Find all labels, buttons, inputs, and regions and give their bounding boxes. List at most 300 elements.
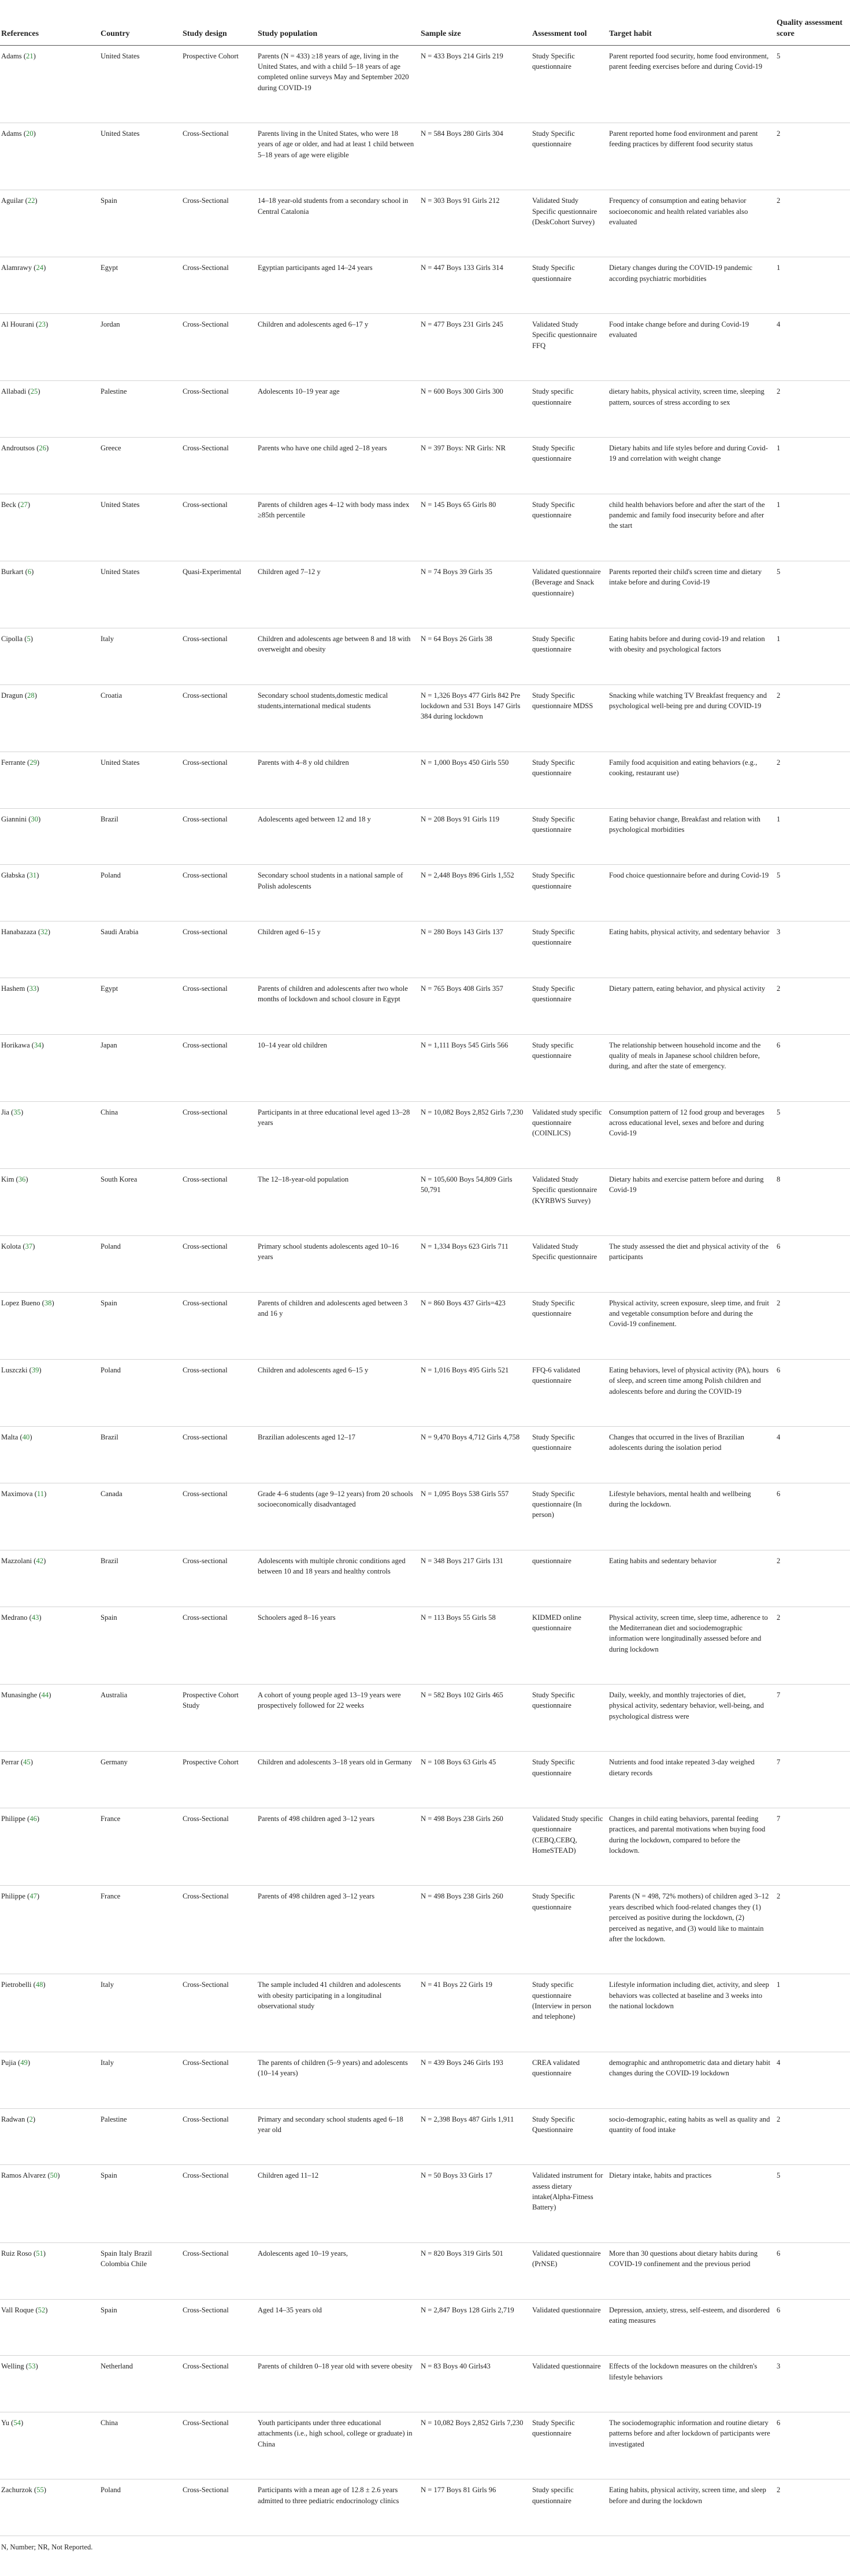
table-row [0,1550,850,1607]
citation-link[interactable]: 32 [40,928,48,936]
assessment-tool-cell: Study Specific Questionnaire [531,2108,608,2165]
table-header [0,0,850,45]
table-row [0,2052,850,2108]
citation-link[interactable]: 30 [31,815,39,823]
citation-link[interactable]: 29 [29,758,37,767]
citation-link[interactable]: 24 [36,264,44,272]
target-habit-cell: Food choice questionnaire before and during Covid-19 [608,865,775,921]
target-habit-cell: Changes that occurred in the lives of Brazilian adolescents during the isolation period [608,1426,775,1483]
assessment-tool-cell: Study Specific questionnaire MDSS [531,684,608,752]
table-row [0,381,850,438]
reference-cell: Adams (21) [0,45,99,123]
study-population-cell: Adolescents aged between 12 and 18 y [257,808,420,865]
study-population-cell: Secondary school students in a national sample of Polish adolescents [257,865,420,921]
study-population-cell: The parents of children (5–9 years) and adolescents (10–14 years) [257,2052,420,2108]
assessment-tool-cell: Study Specific questionnaire [531,978,608,1034]
table-row [0,978,850,1034]
sample-size-cell: N = 145 Boys 65 Girls 80 [420,494,531,561]
study-design-cell: Cross-sectional [181,752,257,808]
table-row [0,494,850,561]
reference-cell: Alamrawy (24) [0,257,99,314]
sample-size-cell: N = 105,600 Boys 54,809 Girls 50,791 [420,1168,531,1235]
assessment-tool-cell: Study specific questionnaire [531,1034,608,1101]
target-habit-cell: Physical activity, screen exposure, sleep time, and fruit and vegetable consumption before and during the Covid-19 confinement. [608,1292,775,1359]
sample-size-cell: N = 10,082 Boys 2,852 Girls 7,230 [420,2412,531,2479]
assessment-tool-cell: Study Specific questionnaire [531,494,608,561]
citation-link[interactable]: 43 [31,1613,39,1622]
quality-score-cell: 5 [775,2165,850,2243]
target-habit-cell: Parent reported home food environment and parent feeding practices by different food security status [608,123,775,190]
study-design-cell: Cross-Sectional [181,123,257,190]
quality-score-cell: 1 [775,808,850,865]
country-cell: Palestine [99,2108,181,2165]
citation-link[interactable]: 28 [27,691,35,699]
country-cell: China [99,2412,181,2479]
study-population-cell: Parents of children ages 4–12 with body mass index ≥85th percentile [257,494,420,561]
target-habit-cell: Food intake change before and during Covid-19 evaluated [608,314,775,381]
sample-size-cell: N = 113 Boys 55 Girls 58 [420,1607,531,1685]
reference-cell: Lopez Bueno (38) [0,1292,99,1359]
author-name: Al Hourani [1,320,35,328]
citation-link[interactable]: 53 [28,2362,36,2371]
country-cell: Saudi Arabia [99,921,181,978]
reference-cell: Maximova (11) [0,1483,99,1550]
target-habit-cell: The relationship between household income and the quality of meals in Japanese school children before, during, and after the state of emergency. [608,1034,775,1101]
author-name: Maximova [1,1489,33,1498]
study-population-cell: Children and adolescents age between 8 and 18 with overweight and obesity [257,628,420,684]
reference-cell: Perrar (45) [0,1752,99,1808]
study-population-cell: Primary and secondary school students aged 6–18 year old [257,2108,420,2165]
citation-link[interactable]: 55 [36,2486,44,2494]
assessment-tool-cell: Study Specific questionnaire [531,257,608,314]
table-row [0,314,850,381]
study-design-cell: Cross-Sectional [181,190,257,257]
quality-score-cell: 3 [775,921,850,978]
quality-score-cell: 3 [775,2356,850,2412]
assessment-tool-cell: Study Specific questionnaire [531,921,608,978]
study-population-cell: Children aged 6–15 y [257,921,420,978]
country-cell: France [99,1808,181,1886]
sample-size-cell: N = 208 Boys 91 Girls 119 [420,808,531,865]
study-design-cell: Cross-Sectional [181,2108,257,2165]
target-habit-cell: Dietary habits and life styles before and during Covid-19 and correlation with weight change [608,437,775,494]
assessment-tool-cell: Validated Study Specific questionnaire (KYRBWS Survey) [531,1168,608,1235]
country-cell: Jordan [99,314,181,381]
table-row [0,1974,850,2052]
sample-size-cell: N = 41 Boys 22 Girls 19 [420,1974,531,2052]
author-name: Alamrawy [1,264,32,272]
citation-link[interactable]: 48 [35,1981,43,1989]
table-row [0,561,850,628]
quality-score-cell: 5 [775,865,850,921]
study-design-cell: Cross-Sectional [181,2242,257,2299]
study-design-cell: Cross-sectional [181,1101,257,1168]
table-row [0,1886,850,1974]
sample-size-cell: N = 765 Boys 408 Girls 357 [420,978,531,1034]
citation-link[interactable]: 52 [38,2305,46,2314]
assessment-tool-cell: Validated questionnaire (PrNSE) [531,2242,608,2299]
author-name: Giannini [1,815,27,823]
study-design-cell: Cross-sectional [181,1607,257,1685]
sample-size-cell: N = 1,095 Boys 538 Girls 557 [420,1483,531,1550]
author-name: Vall Roque [1,2305,34,2314]
study-design-cell: Cross-sectional [181,1292,257,1359]
sample-size-cell: N = 582 Boys 102 Girls 465 [420,1685,531,1752]
country-cell: Netherland [99,2356,181,2412]
study-population-cell: Aged 14–35 years old [257,2299,420,2356]
table-body [0,45,850,2536]
study-population-cell: Parents with 4–8 y old children [257,752,420,808]
study-population-cell: 14–18 year-old students from a secondary school in Central Catalonia [257,190,420,257]
assessment-tool-cell: Validated Study Specific questionnaire (DeskCohort Survey) [531,190,608,257]
quality-score-cell: 2 [775,2479,850,2536]
sample-size-cell: N = 303 Boys 91 Girls 212 [420,190,531,257]
reference-cell: Yu (54) [0,2412,99,2479]
sample-size-cell: N = 64 Boys 26 Girls 38 [420,628,531,684]
country-cell: Brazil [99,1550,181,1607]
header-country: Country [99,0,181,45]
author-name: Horikawa [1,1041,30,1049]
reference-cell: Philippe (47) [0,1886,99,1974]
target-habit-cell: demographic and anthropometric data and dietary habit changes during the COVID-19 lockdown [608,2052,775,2108]
study-design-cell: Cross-sectional [181,1034,257,1101]
study-design-cell: Cross-Sectional [181,2356,257,2412]
author-name: Androutsos [1,443,35,452]
target-habit-cell: The sociodemographic information and routine dietary patterns before and after lockdown of participants were investigated [608,2412,775,2479]
quality-score-cell: 6 [775,1359,850,1426]
study-design-cell: Cross-Sectional [181,1886,257,1974]
assessment-tool-cell: Validated questionnaire [531,2299,608,2356]
reference-cell: Jia (35) [0,1101,99,1168]
country-cell: Palestine [99,381,181,438]
reference-cell: Ferrante (29) [0,752,99,808]
target-habit-cell: Eating behaviors, level of physical activity (PA), hours of sleep, and screen time among Polish children and adolescents before and during the COVID-19 [608,1359,775,1426]
quality-score-cell: 6 [775,1034,850,1101]
author-name: Medrano [1,1613,28,1622]
reference-cell: Zachurzok (55) [0,2479,99,2536]
assessment-tool-cell: Validated questionnaire [531,2356,608,2412]
assessment-tool-cell: Study Specific questionnaire [531,2412,608,2479]
study-population-cell: Children and adolescents aged 6–17 y [257,314,420,381]
target-habit-cell: Changes in child eating behaviors, parental feeding practices, and parental motivations when buying food during the lockdown, compared to before the lockdown. [608,1808,775,1886]
citation-link[interactable]: 22 [27,197,35,205]
citation-link[interactable]: 27 [20,500,28,509]
assessment-tool-cell: Validated Study specific questionnaire (CEBQ,CEBQ, HomeSTEAD) [531,1808,608,1886]
table-row [0,1808,850,1886]
quality-score-cell: 2 [775,978,850,1034]
study-population-cell: Children aged 7–12 y [257,561,420,628]
header-row [0,0,850,45]
quality-score-cell: 2 [775,2108,850,2165]
sample-size-cell: N = 2,398 Boys 487 Girls 1,911 [420,2108,531,2165]
author-name: Malta [1,1433,18,1441]
study-population-cell: Adolescents aged 10–19 years, [257,2242,420,2299]
target-habit-cell: Parents (N = 498, 72% mothers) of children aged 3–12 years described which food-related changes they (1) perceived as positive during the lockdown, (2) perceived as negative, and (3) would like to maintain after the lockdown. [608,1886,775,1974]
citation-link[interactable]: 26 [39,443,47,452]
quality-score-cell: 1 [775,437,850,494]
table-row [0,1607,850,1685]
assessment-tool-cell: FFQ-6 validated questionnaire [531,1359,608,1426]
study-design-cell: Cross-Sectional [181,1974,257,2052]
citation-link[interactable]: 47 [29,1892,37,1901]
target-habit-cell: dietary habits, physical activity, screen time, sleeping pattern, sources of stress according to sex [608,381,775,438]
table-row [0,190,850,257]
study-design-cell: Cross-Sectional [181,2299,257,2356]
study-population-cell: Adolescents 10–19 year age [257,381,420,438]
author-name: Adams [1,51,22,60]
study-population-cell: Parents (N = 433) ≥18 years of age, living in the United States, and with a child 5–18 years of age completed online surveys May and September 2020 during COVID-19 [257,45,420,123]
target-habit-cell: Consumption pattern of 12 food group and beverages across educational level, sexes and before and during Covid-19 [608,1101,775,1168]
assessment-tool-cell: Validated instrument for assess dietary intake(Alpha-Fitness Battery) [531,2165,608,2243]
citation-link[interactable]: 39 [31,1365,39,1374]
sample-size-cell: N = 498 Boys 238 Girls 260 [420,1808,531,1886]
target-habit-cell: Effects of the lockdown measures on the children's lifestyle behaviors [608,2356,775,2412]
target-habit-cell: Parent reported food security, home food environment, parent feeding exercises before and during Covid-19 [608,45,775,123]
quality-score-cell: 1 [775,1974,850,2052]
quality-score-cell: 4 [775,314,850,381]
citation-link[interactable]: 35 [13,1108,21,1116]
assessment-tool-cell: Study Specific questionnaire (In person) [531,1483,608,1550]
citation-link[interactable]: 20 [26,129,34,138]
author-name: Yu [1,2419,9,2427]
sample-size-cell: N = 1,111 Boys 545 Girls 566 [420,1034,531,1101]
study-population-cell: Adolescents with multiple chronic conditions aged between 10 and 18 years and healthy controls [257,1550,420,1607]
reference-cell: Philippe (46) [0,1808,99,1886]
study-design-cell: Cross-sectional [181,1235,257,1292]
country-cell: Spain [99,1292,181,1359]
citation-link[interactable]: 49 [20,2058,28,2067]
country-cell: Poland [99,865,181,921]
quality-score-cell: 2 [775,1292,850,1359]
study-population-cell: Primary school students adolescents aged 10–16 years [257,1235,420,1292]
assessment-tool-cell: Study Specific questionnaire [531,752,608,808]
author-name: Burkart [1,567,24,576]
study-design-cell: Cross-Sectional [181,2479,257,2536]
author-name: Perrar [1,1758,19,1767]
table-row [0,752,850,808]
country-cell: Poland [99,1235,181,1292]
country-cell: Italy [99,628,181,684]
citation-link[interactable]: 38 [44,1298,52,1307]
target-habit-cell: Lifestyle information including diet, activity, and sleep behaviors was collected at baseline and 3 weeks into the national lockdown [608,1974,775,2052]
study-population-cell: 10–14 year old children [257,1034,420,1101]
table-row [0,1685,850,1752]
assessment-tool-cell: KIDMED online questionnaire [531,1607,608,1685]
quality-score-cell: 2 [775,684,850,752]
reference-cell: Radwan (2) [0,2108,99,2165]
target-habit-cell: The study assessed the diet and physical activity of the participants [608,1235,775,1292]
header-study-design: Study design [181,0,257,45]
header-assessment-tool: Assessment tool [531,0,608,45]
table-row [0,1359,850,1426]
target-habit-cell: Dietary changes during the COVID-19 pandemic according psychiatric morbidities [608,257,775,314]
table-row [0,2356,850,2412]
reference-cell: Dragun (28) [0,684,99,752]
sample-size-cell: N = 447 Boys 133 Girls 314 [420,257,531,314]
author-name: Kolota [1,1242,21,1250]
citation-link[interactable]: 21 [26,51,34,60]
country-cell: Spain [99,1607,181,1685]
study-design-cell: Cross-sectional [181,1550,257,1607]
author-name: Jia [1,1108,9,1116]
table-row [0,1752,850,1808]
country-cell: Japan [99,1034,181,1101]
target-habit-cell: Dietary pattern, eating behavior, and physical activity [608,978,775,1034]
citation-link[interactable]: 45 [23,1758,31,1767]
study-population-cell: Parents living in the United States, who were 18 years of age or older, and had at least 1 child between 5–18 years of age were eligible [257,123,420,190]
author-name: Philippe [1,1892,25,1901]
study-design-cell: Cross-sectional [181,684,257,752]
study-design-cell: Prospective Cohort Study [181,1685,257,1752]
study-population-cell: Children aged 11–12 [257,2165,420,2243]
study-design-cell: Cross-sectional [181,1359,257,1426]
study-design-cell: Cross-Sectional [181,381,257,438]
country-cell: Brazil [99,1426,181,1483]
study-population-cell: Parents of children 0–18 year old with severe obesity [257,2356,420,2412]
quality-score-cell: 6 [775,1235,850,1292]
sample-size-cell: N = 860 Boys 437 Girls=423 [420,1292,531,1359]
citation-link[interactable]: 46 [29,1814,37,1823]
country-cell: Italy [99,1974,181,2052]
citation-link[interactable]: 44 [41,1691,49,1699]
quality-score-cell: 5 [775,45,850,123]
sample-size-cell: N = 9,470 Boys 4,712 Girls 4,758 [420,1426,531,1483]
study-population-cell: Youth participants under three educational attachments (i.e., high school, college or graduate) in China [257,2412,420,2479]
citation-link[interactable]: 23 [38,320,46,328]
quality-score-cell: 6 [775,1483,850,1550]
country-cell: China [99,1101,181,1168]
sample-size-cell: N = 2,448 Boys 896 Girls 1,552 [420,865,531,921]
citation-link[interactable]: 42 [36,1556,44,1565]
sample-size-cell: N = 108 Boys 63 Girls 45 [420,1752,531,1808]
sample-size-cell: N = 820 Boys 319 Girls 501 [420,2242,531,2299]
quality-score-cell: 4 [775,2052,850,2108]
table-row [0,921,850,978]
sample-size-cell: N = 397 Boys: NR Girls: NR [420,437,531,494]
assessment-tool-cell: Study Specific questionnaire [531,808,608,865]
target-habit-cell: Dietary intake, habits and practices [608,2165,775,2243]
country-cell: Spain [99,2165,181,2243]
table-row [0,2479,850,2536]
author-name: Allabadi [1,387,27,396]
reference-cell: Giannini (30) [0,808,99,865]
quality-score-cell: 2 [775,381,850,438]
sample-size-cell: N = 1,016 Boys 495 Girls 521 [420,1359,531,1426]
sample-size-cell: N = 1,334 Boys 623 Girls 711 [420,1235,531,1292]
header-study-population: Study population [257,0,420,45]
citation-link[interactable]: 36 [18,1175,26,1183]
country-cell: United States [99,45,181,123]
sample-size-cell: N = 10,082 Boys 2,852 Girls 7,230 [420,1101,531,1168]
reference-cell: Al Hourani (23) [0,314,99,381]
assessment-tool-cell: Validated study specific questionnaire (COINLICS) [531,1101,608,1168]
assessment-tool-cell: CREA validated questionnaire [531,2052,608,2108]
assessment-tool-cell: Validated Study Specific questionnaire [531,1235,608,1292]
citation-link[interactable]: 5 [27,634,31,643]
reference-cell: Beck (27) [0,494,99,561]
sample-size-cell: N = 584 Boys 280 Girls 304 [420,123,531,190]
assessment-tool-cell: Study Specific questionnaire [531,865,608,921]
header-quality-score: Quality assessment score [775,0,850,45]
country-cell: United States [99,752,181,808]
country-cell: South Korea [99,1168,181,1235]
sample-size-cell: N = 439 Boys 246 Girls 193 [420,2052,531,2108]
sample-size-cell: N = 498 Boys 238 Girls 260 [420,1886,531,1974]
citation-link[interactable]: 51 [36,2249,43,2257]
target-habit-cell: Depression, anxiety, stress, self-esteem, and disordered eating measures [608,2299,775,2356]
citation-link[interactable]: 54 [13,2419,21,2427]
author-name: Luszczki [1,1365,28,1374]
sample-size-cell: N = 177 Boys 81 Girls 96 [420,2479,531,2536]
study-population-cell: A cohort of young people aged 13–19 years were prospectively followed for 22 weeks [257,1685,420,1752]
author-name: Munasinghe [1,1691,38,1699]
country-cell: Canada [99,1483,181,1550]
reference-cell: Hashem (33) [0,978,99,1034]
table-footnote: N, Number; NR, Not Reported. [1,2542,93,2551]
study-design-cell: Cross-Sectional [181,2052,257,2108]
quality-score-cell: 2 [775,190,850,257]
target-habit-cell: Eating habits, physical activity, and sedentary behavior [608,921,775,978]
quality-score-cell: 1 [775,628,850,684]
quality-score-cell: 5 [775,1101,850,1168]
sample-size-cell: N = 280 Boys 143 Girls 137 [420,921,531,978]
table-row [0,628,850,684]
citation-link[interactable]: 50 [50,2171,58,2180]
citation-link[interactable]: 6 [27,567,32,576]
assessment-tool-cell: Study specific questionnaire [531,2479,608,2536]
quality-score-cell: 6 [775,2242,850,2299]
table-row [0,2242,850,2299]
study-population-cell: Egyptian participants aged 14–24 years [257,257,420,314]
sample-size-cell: N = 83 Boys 40 Girls43 [420,2356,531,2412]
reference-cell: Adams (20) [0,123,99,190]
study-design-cell: Cross-sectional [181,1168,257,1235]
study-design-cell: Cross-sectional [181,628,257,684]
citation-link[interactable]: 34 [34,1041,42,1049]
assessment-tool-cell: Validated Study Specific questionnaire FFQ [531,314,608,381]
target-habit-cell: Lifestyle behaviors, mental health and wellbeing during the lockdown. [608,1483,775,1550]
citation-link[interactable]: 25 [30,387,38,396]
study-design-cell: Cross-Sectional [181,2412,257,2479]
quality-score-cell: 2 [775,1550,850,1607]
citation-link[interactable]: 37 [25,1242,33,1250]
country-cell: United States [99,561,181,628]
author-name: Kim [1,1175,14,1183]
citation-link[interactable]: 2 [29,2115,33,2123]
table-row [0,2412,850,2479]
citation-link[interactable]: 11 [36,1489,44,1498]
table-row [0,1101,850,1168]
author-name: Ramos Alvarez [1,2171,46,2180]
assessment-tool-cell: Study Specific questionnaire [531,123,608,190]
study-design-cell: Cross-Sectional [181,314,257,381]
table-row [0,1235,850,1292]
quality-score-cell: 8 [775,1168,850,1235]
sample-size-cell: N = 2,847 Boys 128 Girls 2,719 [420,2299,531,2356]
citation-link[interactable]: 31 [29,871,37,880]
target-habit-cell: Snacking while watching TV Breakfast frequency and psychological well-being pre and during COVID-19 [608,684,775,752]
quality-score-cell: 2 [775,1886,850,1974]
quality-score-cell: 2 [775,1607,850,1685]
citation-link[interactable]: 40 [22,1433,30,1441]
reference-cell: Kolota (37) [0,1235,99,1292]
citation-link[interactable]: 33 [29,984,37,993]
table-row [0,437,850,494]
study-design-cell: Cross-sectional [181,865,257,921]
assessment-tool-cell: Validated questionnaire (Beverage and Snack questionnaire) [531,561,608,628]
sample-size-cell: N = 1,000 Boys 450 Girls 550 [420,752,531,808]
study-design-cell: Cross-Sectional [181,2165,257,2243]
